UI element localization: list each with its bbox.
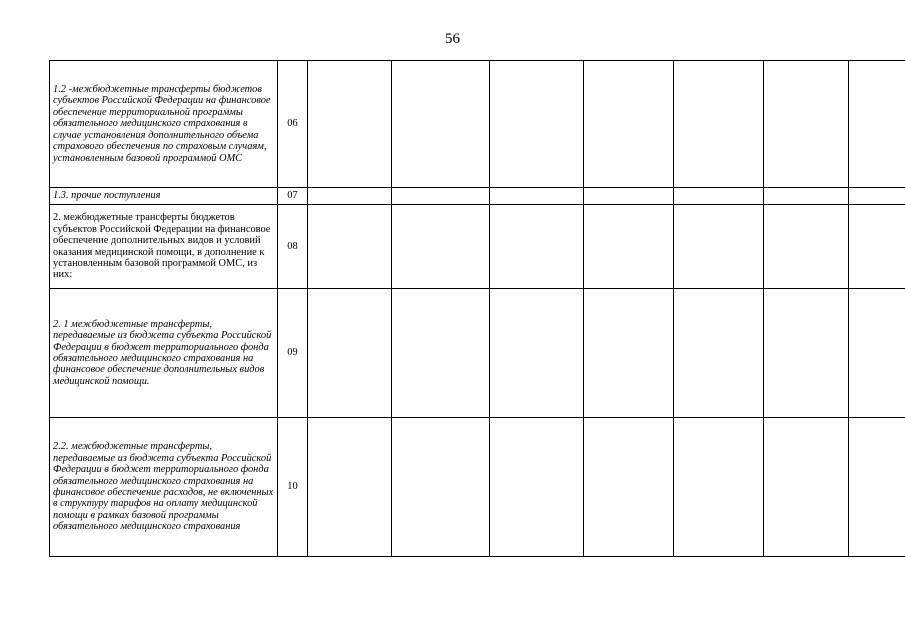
row-code: 07 [278, 188, 308, 205]
value-cell [849, 61, 905, 188]
table-row [50, 61, 905, 188]
value-cell [490, 61, 584, 188]
value-cell [308, 188, 392, 205]
row-description: 2. межбюджетные трансферты бюджетов субъектов Российской Федерации на финансовое обеспечение дополнительных видов и условий оказания медицинской помощи, в дополнение к установленным базовой программой ОМС, из них: [50, 205, 278, 289]
row-code: 09 [278, 289, 308, 418]
row-description: 1.2 -межбюджетные трансферты бюджетов субъектов Российской Федерации на финансовое обеспечение территориальной программы обязательного медицинского страхования в случае установления дополнительного объема страхового обеспечения по страховым случаям, установленным базовой программой ОМС [50, 61, 278, 188]
value-cell [308, 61, 392, 188]
value-cell [392, 205, 490, 289]
table-body [50, 61, 905, 557]
value-cell [764, 188, 849, 205]
value-cell [584, 418, 674, 557]
value-cell [584, 188, 674, 205]
value-cell [392, 61, 490, 188]
value-cell [674, 61, 764, 188]
value-cell [674, 188, 764, 205]
value-cell [674, 205, 764, 289]
value-cell [392, 418, 490, 557]
value-cell [392, 188, 490, 205]
row-description: 1.3. прочие поступления [50, 188, 278, 205]
value-cell [764, 289, 849, 418]
value-cell [308, 289, 392, 418]
value-cell [764, 61, 849, 188]
table-row [50, 418, 905, 557]
row-description: 2.2. межбюджетные трансферты, передаваемые из бюджета субъекта Российской Федерации в бюджет территориального фонда обязательного медицинского страхования на финансовое обеспечение расходов, не включенных в структуру тарифов на оплату медицинской помощи в рамках базовой программы обязательного медицинского страхования [50, 418, 278, 557]
value-cell [490, 289, 584, 418]
value-cell [764, 205, 849, 289]
page-number: 56 [445, 31, 460, 47]
form-table [49, 60, 905, 557]
value-cell [674, 289, 764, 418]
value-cell [308, 418, 392, 557]
value-cell [849, 289, 905, 418]
value-cell [584, 61, 674, 188]
value-cell [584, 205, 674, 289]
value-cell [490, 418, 584, 557]
row-code: 10 [278, 418, 308, 557]
value-cell [490, 205, 584, 289]
table-row [50, 188, 905, 205]
value-cell [674, 418, 764, 557]
value-cell [490, 188, 584, 205]
table-row [50, 289, 905, 418]
value-cell [392, 289, 490, 418]
value-cell [764, 418, 849, 557]
value-cell [849, 205, 905, 289]
value-cell [849, 418, 905, 557]
row-code: 06 [278, 61, 308, 188]
value-cell [849, 188, 905, 205]
row-description: 2. 1 межбюджетные трансферты, передаваемые из бюджета субъекта Российской Федерации в бюджет территориального фонда обязательного медицинского страхования на финансовое обеспечение дополнительных видов медицинской помощи. [50, 289, 278, 418]
value-cell [308, 205, 392, 289]
table-row [50, 205, 905, 289]
row-code: 08 [278, 205, 308, 289]
value-cell [584, 289, 674, 418]
